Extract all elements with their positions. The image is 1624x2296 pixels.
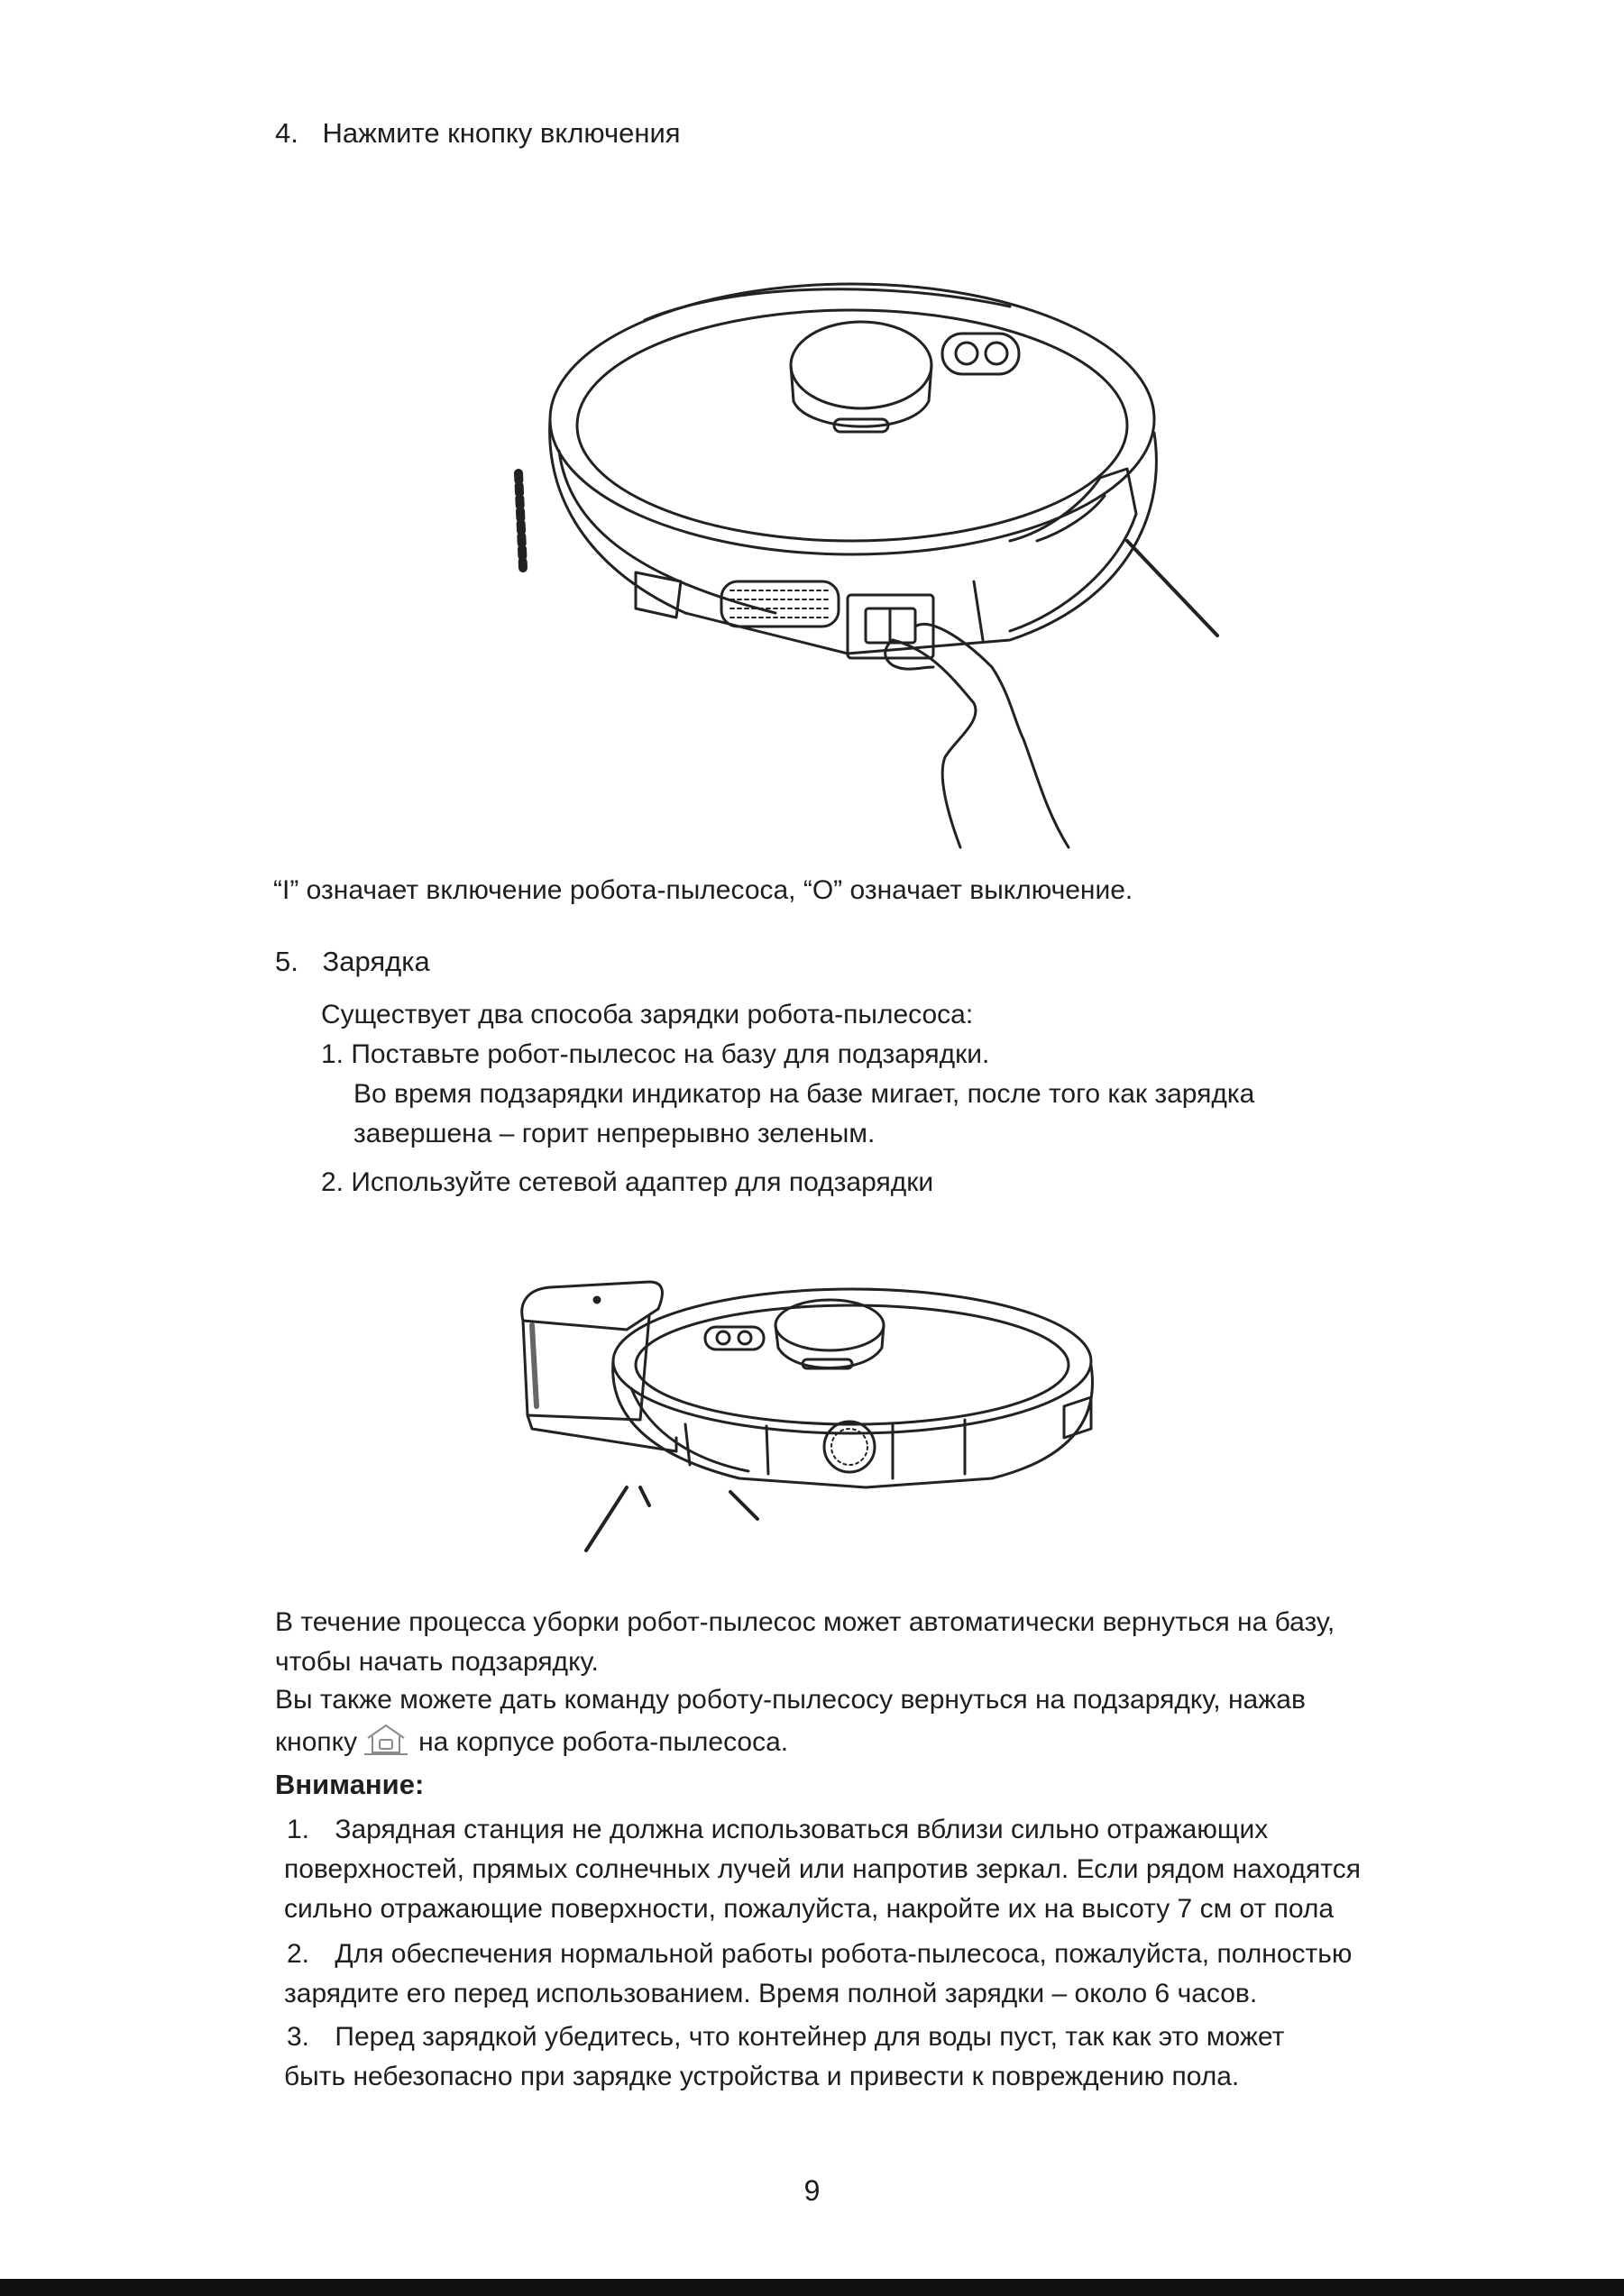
attention-item-1-line-2: поверхностей, прямых солнечных лучей или напротив зеркал. Если рядом находятся: [284, 1854, 1361, 1884]
charging-method-1-detail-2: завершена – горит непрерывно зеленым.: [353, 1119, 876, 1148]
robot-power-switch-illustration: [505, 270, 1244, 865]
power-switch-note: “I” означает включение робота-пылесоса, “O” означает выключение.: [273, 875, 1133, 905]
charging-method-1: 1. Поставьте робот-пылесос на базу для подзарядки.: [321, 1039, 990, 1069]
robot-on-charging-dock-illustration: [505, 1262, 1136, 1569]
charging-method-2: 2. Используйте сетевой адаптер для подзарядки: [321, 1167, 934, 1197]
attention-item-1-number: 1.: [287, 1815, 310, 1844]
attention-item-3-line-2: быть небезопасно при зарядке устройства и привести к повреждению пола.: [284, 2062, 1240, 2091]
attention-item-3-text-1: Перед зарядкой убедитесь, что контейнер для воды пуст, так как это может: [335, 2022, 1285, 2052]
return-line-1: В течение процесса уборки робот-пылесос может автоматически вернуться на базу,: [275, 1607, 1335, 1637]
charging-intro: Существует два способа зарядки робота-пылесоса:: [321, 1000, 974, 1029]
section-4-heading: [275, 115, 681, 151]
attention-item-2-number: 2.: [287, 1939, 310, 1969]
section-5-title: Зарядка: [322, 946, 430, 977]
section-5-heading: [275, 944, 430, 980]
attention-item-1-text-1: Зарядная станция не должна использоваться вблизи сильно отражающих: [335, 1815, 1269, 1844]
attention-item-2-text-1: Для обеспечения нормальной работы робота-пылесоса, пожалуйста, полностью: [335, 1939, 1353, 1969]
attention-item-2-line-1: [287, 1936, 1352, 1972]
attention-item-3-number: 3.: [287, 2022, 310, 2052]
attention-item-3-line-1: [287, 2019, 1284, 2055]
return-line-3: Вы также можете дать команду роботу-пылесосу вернуться на подзарядку, нажав: [275, 1685, 1306, 1715]
bottom-border: [0, 2279, 1624, 2296]
attention-title: Внимание:: [275, 1769, 425, 1800]
return-line-4: [275, 1722, 788, 1761]
section-4-number: 4.: [275, 117, 298, 149]
charging-method-1-detail-1: Во время подзарядки индикатор на базе мигает, после того как зарядка: [353, 1079, 1255, 1109]
section-4-title: Нажмите кнопку включения: [322, 117, 681, 149]
page-number: 9: [803, 2174, 821, 2207]
section-5-number: 5.: [275, 946, 298, 977]
return-line-2: чтобы начать подзарядку.: [275, 1647, 599, 1677]
attention-item-1-line-1: [287, 1812, 1268, 1848]
return-line-4-pre: кнопку: [275, 1727, 358, 1757]
home-icon: [362, 1722, 409, 1756]
return-line-4-post: на корпусе робота-пылесоса.: [418, 1727, 789, 1757]
attention-item-1-line-3: сильно отражающие поверхности, пожалуйста, накройте их на высоту 7 см от пола: [284, 1894, 1335, 1924]
attention-item-2-line-2: зарядите его перед использованием. Время полной зарядки – около 6 часов.: [284, 1979, 1258, 2008]
